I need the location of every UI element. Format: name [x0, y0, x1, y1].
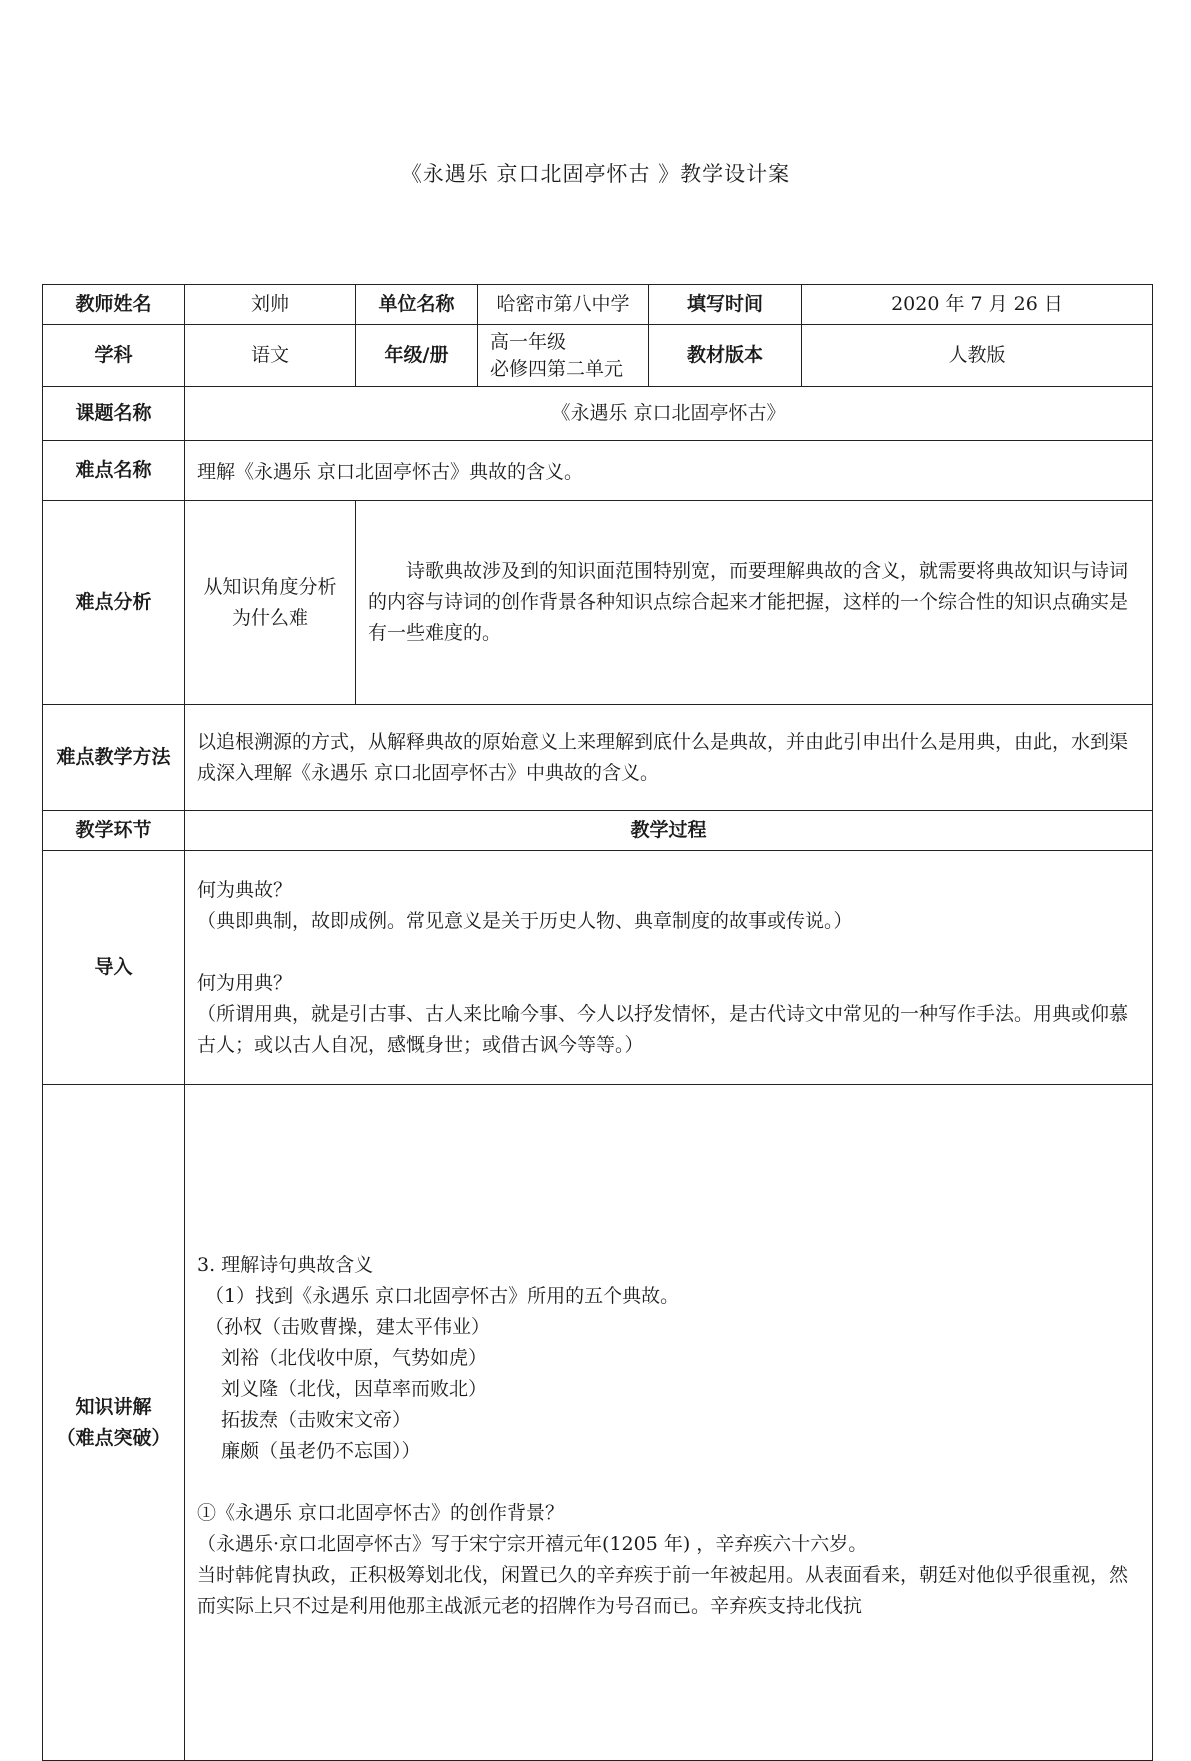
intro-answer-1: （典即典制，故即成例。常见意义是关于历史人物、典章制度的故事或传说。）	[197, 909, 853, 932]
intro-answer-2: （所谓用典，就是引古事、古人来比喻今事、今人以抒发情怀，是古代诗文中常见的一种写作手法。用典或仰慕古人；或以古人自况，感慨身世；或借古讽今等等。）	[197, 1002, 1129, 1056]
knowledge-heading: 3. 理解诗句典故含义	[197, 1253, 374, 1276]
analysis-label: 难点分析	[43, 501, 185, 705]
teacher-value: 刘帅	[185, 285, 356, 325]
allusion-item: 刘裕（北伐收中原，气势如虎）	[221, 1346, 488, 1369]
knowledge-label-line-1: 知识讲解	[75, 1395, 152, 1418]
intro-row	[43, 851, 1153, 1085]
method-label: 难点教学方法	[43, 705, 185, 811]
knowledge-label	[43, 1085, 185, 1761]
topic-label: 课题名称	[43, 387, 185, 441]
difficulty-value: 理解《永遇乐 京口北固亭怀古》典故的含义。	[185, 441, 1153, 501]
knowledge-label-line-2: （难点突破）	[56, 1426, 171, 1449]
subject-label: 学科	[43, 325, 185, 387]
analysis-angle	[185, 501, 356, 705]
background-question: ①《永遇乐 京口北固亭怀古》的创作背景？	[197, 1501, 565, 1524]
date-value: 2020 年 7 月 26 日	[802, 285, 1153, 325]
subject-value: 语文	[185, 325, 356, 387]
method-text: 以追根溯源的方式，从解释典故的原始意义上来理解到底什么是典故，并由此引申出什么是用典，由此，水到渠成深入理解《永遇乐 京口北固亭怀古》中典故的含义。	[185, 705, 1153, 811]
grade-value	[478, 325, 649, 387]
intro-content	[185, 851, 1153, 1085]
info-row-2	[43, 325, 1153, 387]
background-line-2: 当时韩侂胄执政，正积极筹划北伐，闲置已久的辛弃疾于前一年被起用。从表面看来，朝廷对他似乎很重视，然而实际上只不过是利用他那主战派元老的招牌作为号召而已。辛弃疾支持北伐抗	[197, 1563, 1129, 1617]
allusion-item: （孙权（击败曹操，建太平伟业）	[205, 1315, 491, 1338]
edition-label: 教材版本	[649, 325, 802, 387]
method-row	[43, 705, 1153, 811]
unit-label: 单位名称	[356, 285, 478, 325]
difficulty-row	[43, 441, 1153, 501]
topic-value: 《永遇乐 京口北固亭怀古》	[185, 387, 1153, 441]
allusion-item: 拓拔焘（击败宋文帝）	[221, 1408, 412, 1431]
allusion-item: 廉颇（虽老仍不忘国））	[221, 1439, 421, 1462]
process-header-row	[43, 811, 1153, 851]
info-row-1	[43, 285, 1153, 325]
analysis-row	[43, 501, 1153, 705]
date-label: 填写时间	[649, 285, 802, 325]
process-header: 教学过程	[185, 811, 1153, 851]
teacher-label: 教师姓名	[43, 285, 185, 325]
topic-row	[43, 387, 1153, 441]
document-title: 《永遇乐 京口北固亭怀古 》教学设计案	[400, 162, 791, 186]
analysis-paragraph: 诗歌典故涉及到的知识面范围特别宽，而要理解典故的含义，就需要将典故知识与诗词的内容与诗词的创作背景各种知识点综合起来才能把握，这样的一个综合性的知识点确实是有一些难度的。	[368, 560, 1129, 644]
analysis-angle-line-1: 从知识角度分析	[203, 575, 337, 598]
unit-value: 哈密市第八中学	[478, 285, 649, 325]
edition-value: 人教版	[802, 325, 1153, 387]
background-line-1: （永遇乐·京口北固亭怀古》写于宋宁宗开禧元年(1205 年) ，辛弃疾六十六岁。	[197, 1532, 868, 1555]
grade-line-1: 高一年级	[490, 330, 567, 353]
stage-header: 教学环节	[43, 811, 185, 851]
analysis-text	[356, 501, 1153, 705]
lesson-plan-table	[42, 284, 1153, 1761]
knowledge-item-1: （1）找到《永遇乐 京口北固亭怀古》所用的五个典故。	[205, 1284, 680, 1307]
intro-label: 导入	[43, 851, 185, 1085]
intro-question-1: 何为典故？	[197, 878, 293, 901]
analysis-angle-line-2: 为什么难	[231, 606, 308, 629]
grade-line-2: 必修四第二单元	[490, 357, 624, 380]
allusion-item: 刘义隆（北伐，因草率而败北）	[221, 1377, 488, 1400]
grade-label: 年级/册	[356, 325, 478, 387]
knowledge-row	[43, 1085, 1153, 1761]
knowledge-content	[185, 1085, 1153, 1761]
intro-question-2: 何为用典？	[197, 971, 293, 994]
difficulty-label: 难点名称	[43, 441, 185, 501]
